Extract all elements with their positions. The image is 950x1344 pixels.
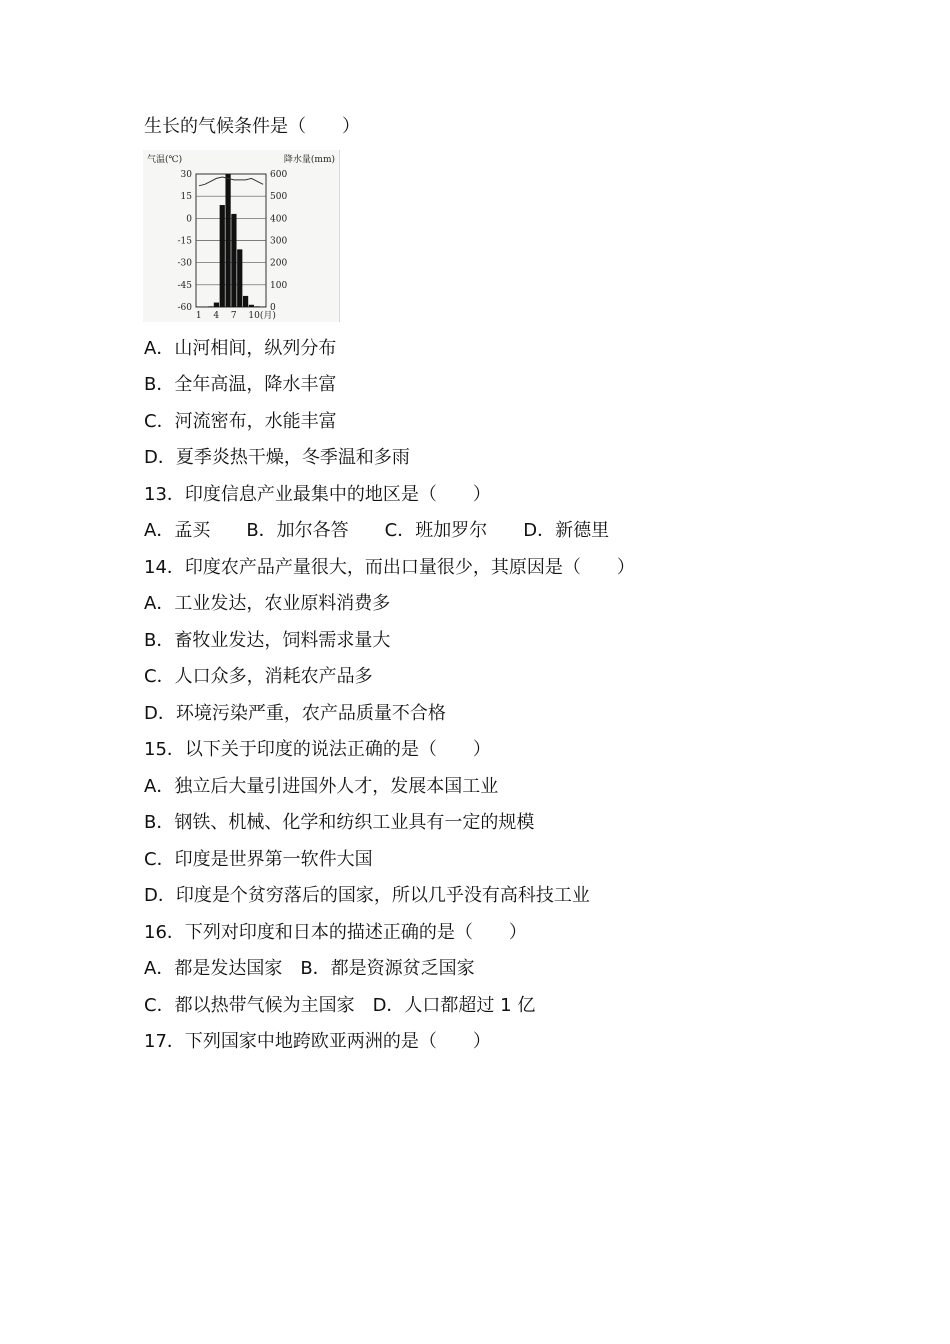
left-tick-label: 0	[186, 214, 192, 225]
answer-option: D．环境污染严重，农产品质量不合格	[144, 703, 446, 724]
right-tick-label: 500	[270, 192, 288, 203]
precipitation-bar	[255, 306, 260, 307]
precipitation-bar	[214, 303, 219, 307]
left-tick-label: 30	[180, 170, 192, 180]
right-axis-title: 降水量(mm)	[283, 155, 335, 165]
left-axis-title: 气温(℃)	[147, 155, 183, 165]
precipitation-bar	[220, 205, 225, 307]
question-stem: 17．下列国家中地跨欧亚两洲的是（ ）	[144, 1031, 491, 1052]
answer-option: B．全年高温，降水丰富	[144, 374, 337, 395]
answer-option: A．山河相间，纵列分布	[144, 338, 337, 359]
x-tick-label: 4	[213, 311, 220, 321]
question-stem: 16．下列对印度和日本的描述正确的是（ ）	[144, 922, 527, 943]
precipitation-bar	[237, 249, 242, 307]
precipitation-bar	[225, 174, 230, 307]
answer-option: C．印度是世界第一软件大国	[144, 849, 373, 870]
question-stem: 15．以下关于印度的说法正确的是（ ）	[144, 739, 491, 760]
left-tick-label: -15	[177, 236, 192, 247]
answer-option: A．工业发达，农业原料消费多	[144, 593, 391, 614]
answer-option: B．畜牧业发达，饲料需求量大	[144, 630, 391, 651]
answer-option: C．人口众多，消耗农产品多	[144, 666, 373, 687]
question-stem: 13．印度信息产业最集中的地区是（ ）	[144, 484, 491, 505]
precipitation-bar	[243, 296, 248, 307]
precipitation-bar	[231, 214, 236, 307]
right-tick-label: 400	[270, 214, 288, 225]
right-tick-label: 300	[270, 236, 288, 247]
left-tick-label: 15	[180, 192, 192, 203]
precipitation-bar	[208, 306, 213, 307]
x-tick-label: 10(月)	[248, 311, 276, 321]
answer-option: D．夏季炎热干燥，冬季温和多雨	[144, 447, 410, 468]
question-stem: 14．印度农产品产量很大，而出口量很少，其原因是（ ）	[144, 557, 635, 578]
answer-option: A．都是发达国家 B．都是资源贫乏国家	[144, 958, 475, 979]
left-tick-label: -45	[177, 280, 192, 291]
answer-option: C．都以热带气候为主国家 D．人口都超过 1 亿	[144, 995, 536, 1016]
x-tick-label: 7	[230, 311, 237, 321]
climate-chart-figure	[143, 150, 340, 322]
answer-option: C．河流密布，水能丰富	[144, 411, 337, 432]
answer-option: A．独立后大量引进国外人才，发展本国工业	[144, 776, 499, 797]
temperature-line	[199, 177, 263, 186]
right-tick-label: 600	[270, 170, 288, 180]
climate-chart	[143, 150, 339, 322]
left-tick-label: -30	[177, 258, 192, 269]
right-tick-label: 0	[270, 303, 276, 313]
answer-option: B．钢铁、机械、化学和纺织工业具有一定的规模	[144, 812, 535, 833]
answer-option: A．孟买 B．加尔各答 C．班加罗尔 D．新德里	[144, 520, 610, 541]
right-tick-label: 100	[270, 280, 288, 291]
answer-option: D．印度是个贫穷落后的国家，所以几乎没有高科技工业	[144, 885, 590, 906]
question-stem-continuation: 生长的气候条件是（ ）	[144, 116, 360, 137]
right-tick-label: 200	[270, 258, 288, 269]
x-tick-label: 1	[195, 311, 202, 321]
precipitation-bar	[249, 305, 254, 307]
left-tick-label: -60	[177, 303, 192, 313]
